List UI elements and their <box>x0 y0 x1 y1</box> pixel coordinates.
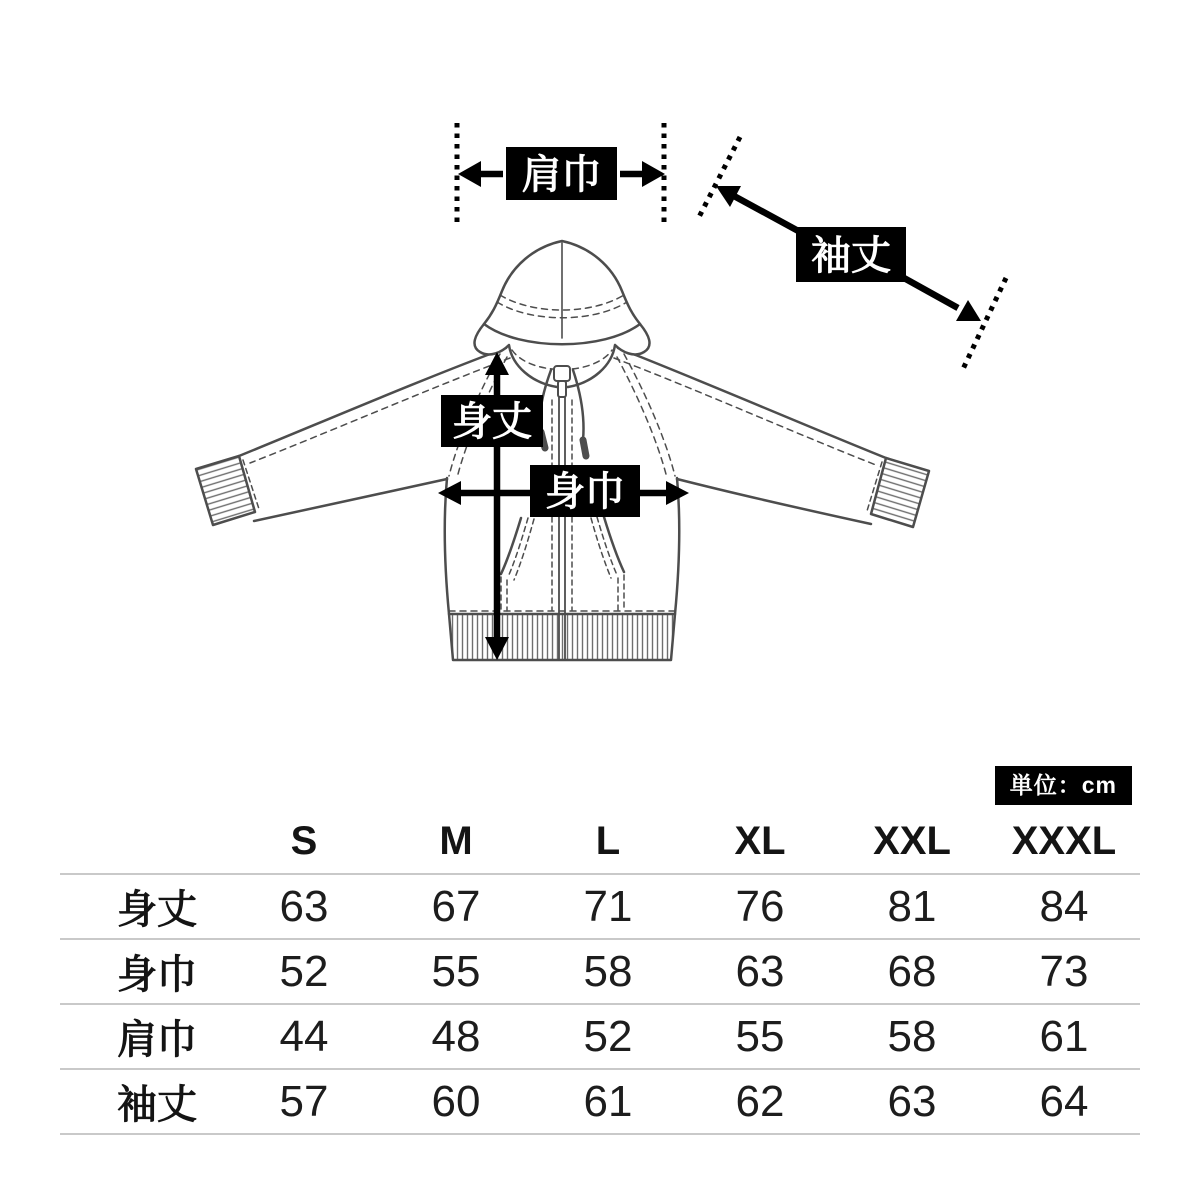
cell: 76 <box>735 881 785 931</box>
body-width-label: 身巾 <box>545 470 625 514</box>
column-header-xxl: XXL <box>873 819 951 863</box>
table-row-body-width <box>60 939 1140 1004</box>
cell: 71 <box>583 881 633 931</box>
shoulder-width-label: 肩巾 <box>521 153 602 197</box>
right-sleeve <box>614 348 886 524</box>
table-row-body-length <box>60 874 1140 939</box>
cell: 68 <box>887 946 937 996</box>
body-width-annotation <box>438 465 689 517</box>
cell: 58 <box>583 946 633 996</box>
right-cuff <box>867 458 929 527</box>
cell: 73 <box>1039 946 1089 996</box>
hoodie-drawing <box>196 241 929 660</box>
cell: 57 <box>279 1076 329 1126</box>
column-header-xxxl: XXXL <box>1011 819 1117 863</box>
cell: 61 <box>583 1076 633 1126</box>
column-header-xl: XL <box>734 819 786 863</box>
cell: 55 <box>431 946 481 996</box>
sleeve-length-label: 袖丈 <box>811 234 891 278</box>
row-label: 肩巾 <box>117 1018 197 1062</box>
cell: 81 <box>887 881 937 931</box>
column-header-s: S <box>290 819 318 863</box>
body-length-label: 身丈 <box>452 400 532 444</box>
row-label: 身丈 <box>117 888 197 932</box>
hem-band <box>449 611 675 660</box>
row-label: 身巾 <box>117 953 197 997</box>
table-row-sleeve-length <box>60 1069 1140 1134</box>
cell: 63 <box>887 1076 937 1126</box>
arrowhead-left <box>438 481 461 505</box>
column-header-l: L <box>595 819 621 863</box>
size-header-row <box>60 810 1140 874</box>
kangaroo-pocket <box>501 517 624 611</box>
unit-badge: 単位：cm <box>995 766 1132 805</box>
cell: 64 <box>1039 1076 1089 1126</box>
corner-cell <box>60 810 228 874</box>
cell: 60 <box>431 1076 481 1126</box>
cell: 84 <box>1039 881 1089 931</box>
cell: 55 <box>735 1011 785 1061</box>
cell: 44 <box>279 1011 329 1061</box>
shoulder-width-annotation <box>457 123 665 223</box>
cell: 48 <box>431 1011 481 1061</box>
cell: 67 <box>431 881 481 931</box>
cell: 52 <box>583 1011 633 1061</box>
cell: 62 <box>735 1076 785 1126</box>
arrowhead-left <box>458 161 481 187</box>
row-label: 袖丈 <box>117 1083 197 1127</box>
cell: 63 <box>735 946 785 996</box>
left-cuff <box>196 456 259 525</box>
arrowhead-right <box>642 161 665 187</box>
cell: 63 <box>279 881 329 931</box>
sleeve-guide-bottom <box>963 278 1006 369</box>
sleeve-length-annotation <box>698 137 1006 369</box>
cell: 58 <box>887 1011 937 1061</box>
sleeve-guide-top <box>698 137 740 219</box>
size-spec-table <box>60 810 1140 1135</box>
column-header-m: M <box>439 819 473 863</box>
arrowhead-lower <box>956 300 981 321</box>
table-row-shoulder-width <box>60 1004 1140 1069</box>
cell: 52 <box>279 946 329 996</box>
cell: 61 <box>1039 1011 1089 1061</box>
